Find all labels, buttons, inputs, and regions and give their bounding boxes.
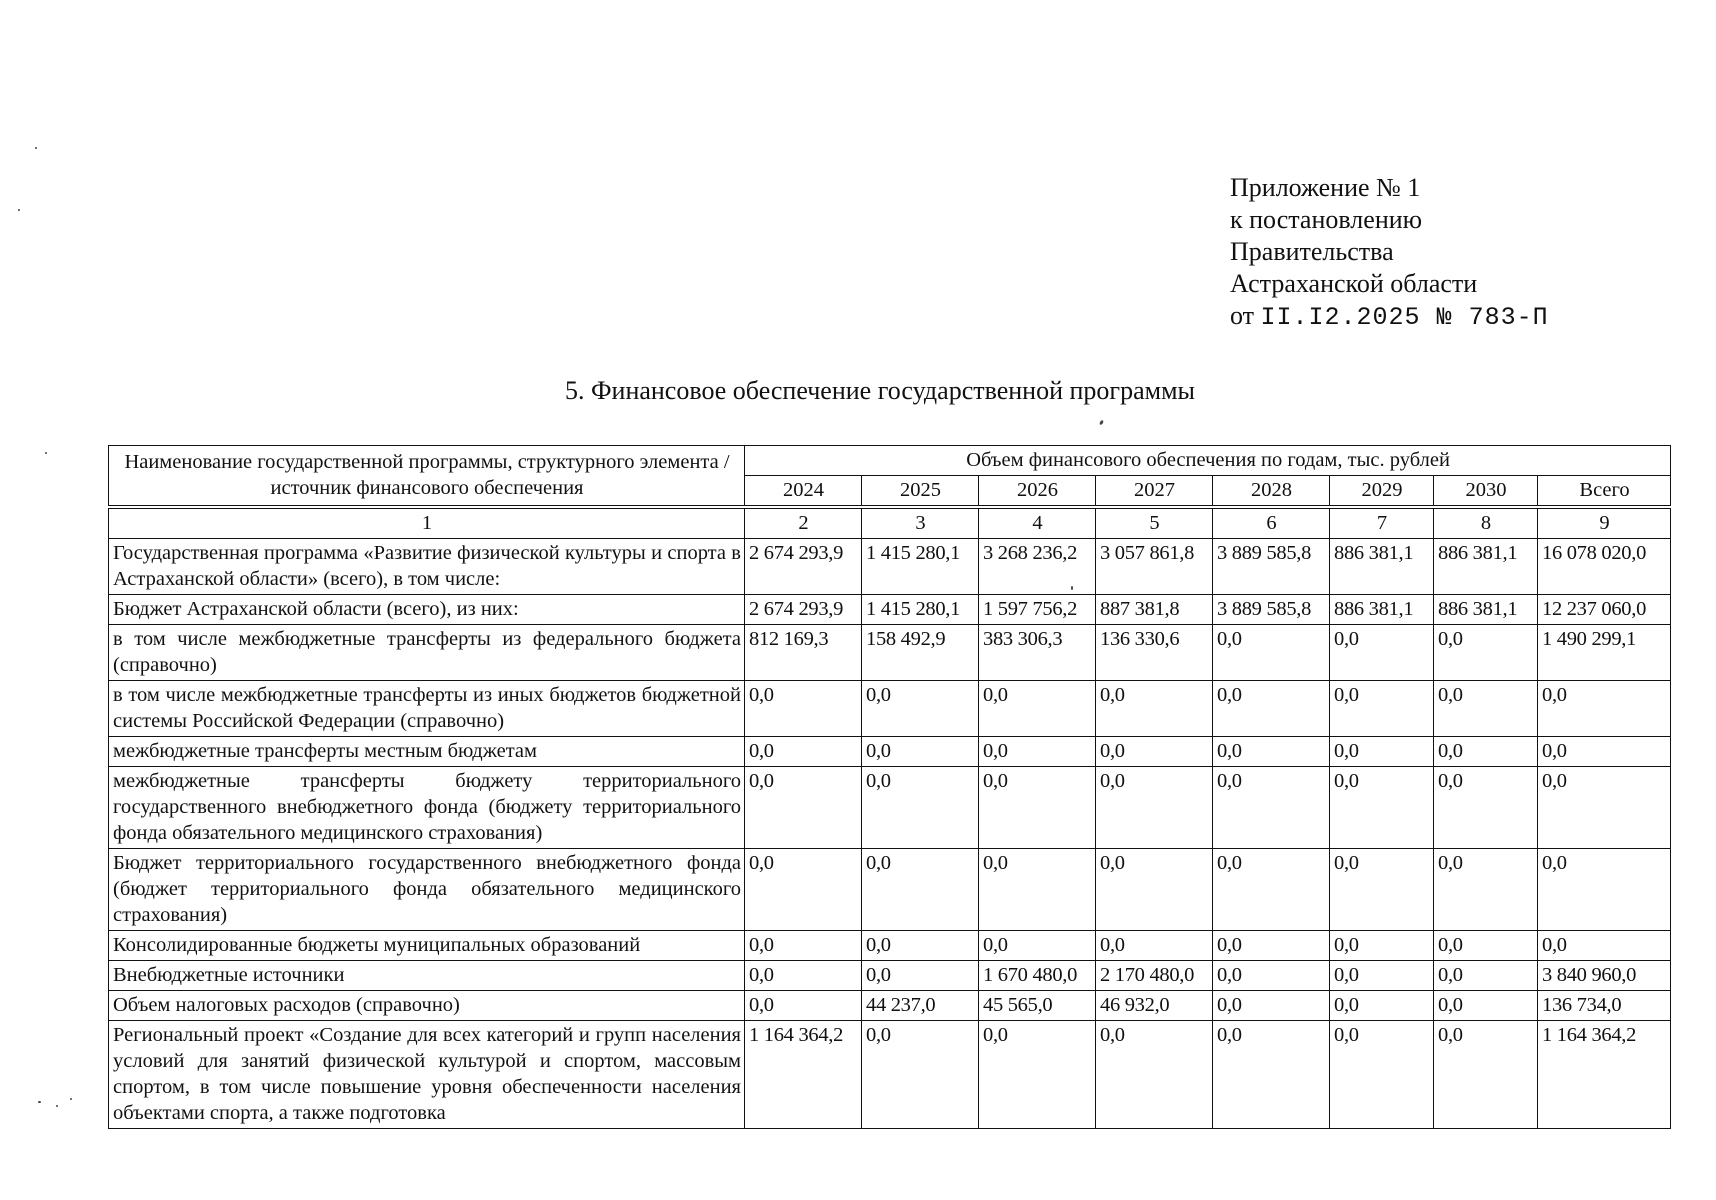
header-year-2025: 2025 <box>862 476 979 506</box>
row-value: 887 381,8 <box>1096 595 1213 625</box>
table-row <box>109 767 1671 849</box>
row-name: Внебюджетные источники <box>109 961 745 991</box>
row-value: 2 170 480,0 <box>1096 961 1213 991</box>
scan-speck <box>56 1105 58 1107</box>
row-value: 44 237,0 <box>862 991 979 1021</box>
row-value: 0,0 <box>1538 849 1671 931</box>
row-value: 0,0 <box>1330 737 1434 767</box>
row-value: 886 381,1 <box>1434 539 1538 595</box>
row-value: 3 840 960,0 <box>1538 961 1671 991</box>
column-number: 8 <box>1434 509 1538 539</box>
row-value: 0,0 <box>862 1021 979 1129</box>
row-value: 0,0 <box>862 931 979 961</box>
row-name: межбюджетные трансферты бюджету территориального государственного внебюджетного фонда (бюджету территориального фонда обязательного медицинского страхования) <box>109 767 745 849</box>
header-year-2024: 2024 <box>745 476 862 506</box>
header-year-2027: 2027 <box>1096 476 1213 506</box>
row-value: 0,0 <box>979 931 1096 961</box>
row-value: 0,0 <box>1213 1021 1330 1129</box>
row-name: Бюджет Астраханской области (всего), из них: <box>109 595 745 625</box>
scan-speck <box>1071 586 1073 590</box>
row-value: 16 078 020,0 <box>1538 539 1671 595</box>
header-year-2030: 2030 <box>1434 476 1538 506</box>
row-value: 0,0 <box>1434 737 1538 767</box>
table-row <box>109 625 1671 681</box>
row-value: 3 889 585,8 <box>1213 595 1330 625</box>
row-value: 0,0 <box>1434 767 1538 849</box>
row-value: 0,0 <box>1330 625 1434 681</box>
row-value: 0,0 <box>1330 767 1434 849</box>
column-number: 9 <box>1538 509 1671 539</box>
row-value: 0,0 <box>1538 767 1671 849</box>
header-year-2026: 2026 <box>979 476 1096 506</box>
column-number: 4 <box>979 509 1096 539</box>
row-value: 136 734,0 <box>1538 991 1671 1021</box>
table-row <box>109 931 1671 961</box>
row-value: 45 565,0 <box>979 991 1096 1021</box>
column-number: 5 <box>1096 509 1213 539</box>
header-year-2028: 2028 <box>1213 476 1330 506</box>
table-row <box>109 961 1671 991</box>
appendix-line-3: Правительства <box>1230 237 1394 266</box>
row-value: 0,0 <box>1538 931 1671 961</box>
table-row <box>109 1021 1671 1129</box>
row-name: в том числе межбюджетные трансферты из федерального бюджета (справочно) <box>109 625 745 681</box>
row-value: 812 169,3 <box>745 625 862 681</box>
row-value: 0,0 <box>1096 849 1213 931</box>
row-value: 1 597 756,2 <box>979 595 1096 625</box>
row-name: межбюджетные трансферты местным бюджетам <box>109 737 745 767</box>
row-value: 0,0 <box>1538 737 1671 767</box>
scan-speck <box>70 1098 72 1100</box>
row-value: 0,0 <box>1434 681 1538 737</box>
row-value: 1 415 280,1 <box>862 539 979 595</box>
row-value: 0,0 <box>862 961 979 991</box>
column-number-row <box>109 509 1671 539</box>
financing-table <box>108 445 1671 1129</box>
column-number: 1 <box>109 509 745 539</box>
column-number: 3 <box>862 509 979 539</box>
row-name: Государственная программа «Развитие физической культуры и спорта в Астраханской области» (всего), в том числе: <box>109 539 745 595</box>
row-value: 0,0 <box>1434 625 1538 681</box>
appendix-line-5 <box>1230 300 1549 334</box>
row-value: 0,0 <box>1330 681 1434 737</box>
row-value: 0,0 <box>745 681 862 737</box>
appendix-date-number: II.I2.2025 № 783-П <box>1260 303 1549 332</box>
appendix-line-2: к постановлению <box>1230 205 1423 234</box>
row-value: 0,0 <box>1330 849 1434 931</box>
scan-speck <box>35 147 37 149</box>
column-number: 2 <box>745 509 862 539</box>
row-name: в том числе межбюджетные трансферты из иных бюджетов бюджетной системы Российской Федерации (справочно) <box>109 681 745 737</box>
table-row <box>109 849 1671 931</box>
row-value: 0,0 <box>745 931 862 961</box>
row-value: 3 268 236,2 <box>979 539 1096 595</box>
row-value: 886 381,1 <box>1330 595 1434 625</box>
section-heading: 5. Финансовое обеспечение государственной программы <box>564 376 1196 405</box>
header-total: Всего <box>1538 476 1671 506</box>
row-value: 1 415 280,1 <box>862 595 979 625</box>
row-value: 3 057 861,8 <box>1096 539 1213 595</box>
row-value: 136 330,6 <box>1096 625 1213 681</box>
table-row <box>109 681 1671 737</box>
row-value: 1 490 299,1 <box>1538 625 1671 681</box>
row-value: 0,0 <box>1330 991 1434 1021</box>
row-value: 0,0 <box>979 737 1096 767</box>
row-value: 0,0 <box>979 767 1096 849</box>
row-name: Объем налоговых расходов (справочно) <box>109 991 745 1021</box>
row-value: 158 492,9 <box>862 625 979 681</box>
header-row-1 <box>109 446 1671 476</box>
row-value: 0,0 <box>862 737 979 767</box>
row-value: 0,0 <box>1330 931 1434 961</box>
scan-speck <box>18 209 20 211</box>
row-value: 12 237 060,0 <box>1538 595 1671 625</box>
table-body <box>109 446 1671 1129</box>
header-year-2029: 2029 <box>1330 476 1434 506</box>
row-value: 0,0 <box>862 767 979 849</box>
row-value: 0,0 <box>1213 849 1330 931</box>
row-value: 0,0 <box>1213 767 1330 849</box>
row-value: 0,0 <box>1213 625 1330 681</box>
row-value: 0,0 <box>1213 961 1330 991</box>
row-value: 0,0 <box>979 681 1096 737</box>
table-row <box>109 595 1671 625</box>
row-value: 0,0 <box>1538 681 1671 737</box>
row-value: 0,0 <box>1213 737 1330 767</box>
column-number: 6 <box>1213 509 1330 539</box>
row-value: 0,0 <box>1096 1021 1213 1129</box>
column-number: 7 <box>1330 509 1434 539</box>
row-value: 0,0 <box>1096 737 1213 767</box>
table-row <box>109 539 1671 595</box>
row-value: 1 164 364,2 <box>1538 1021 1671 1129</box>
row-value: 0,0 <box>1213 991 1330 1021</box>
row-value: 0,0 <box>1096 767 1213 849</box>
table-row <box>109 991 1671 1021</box>
row-value: 0,0 <box>1330 1021 1434 1129</box>
row-value: 0,0 <box>1330 961 1434 991</box>
row-value: 0,0 <box>1096 681 1213 737</box>
row-value: 0,0 <box>745 737 862 767</box>
row-value: 1 670 480,0 <box>979 961 1096 991</box>
row-value: 2 674 293,9 <box>745 539 862 595</box>
row-value: 0,0 <box>1434 961 1538 991</box>
row-value: 0,0 <box>862 849 979 931</box>
row-value: 886 381,1 <box>1330 539 1434 595</box>
row-value: 0,0 <box>745 961 862 991</box>
header-volume-cell: Объем финансового обеспечения по годам, тыс. рублей <box>745 446 1671 476</box>
row-value: 0,0 <box>1096 931 1213 961</box>
row-value: 3 889 585,8 <box>1213 539 1330 595</box>
row-value: 2 674 293,9 <box>745 595 862 625</box>
row-value: 0,0 <box>1434 991 1538 1021</box>
row-value: 0,0 <box>862 681 979 737</box>
row-value: 1 164 364,2 <box>745 1021 862 1129</box>
row-value: 0,0 <box>745 849 862 931</box>
row-value: 0,0 <box>1213 681 1330 737</box>
row-value: 0,0 <box>1434 931 1538 961</box>
scan-speck <box>45 452 47 454</box>
row-value: 46 932,0 <box>1096 991 1213 1021</box>
row-value: 0,0 <box>979 1021 1096 1129</box>
row-value: 0,0 <box>745 991 862 1021</box>
row-value: 0,0 <box>1213 931 1330 961</box>
row-value: 0,0 <box>1434 849 1538 931</box>
appendix-line-1: Приложение № 1 <box>1230 173 1421 202</box>
scan-speck <box>1099 420 1104 426</box>
row-name: Региональный проект «Создание для всех категорий и групп населения условий для занятий физической культурой и спортом, массовым спортом, в том числе повышение уровня обеспеченности населения объектами спорта, а также подготовка <box>109 1021 745 1129</box>
row-value: 383 306,3 <box>979 625 1096 681</box>
appendix-block <box>1230 172 1549 334</box>
row-value: 886 381,1 <box>1434 595 1538 625</box>
appendix-line-4: Астраханской области <box>1230 269 1478 298</box>
row-name: Консолидированные бюджеты муниципальных образований <box>109 931 745 961</box>
row-value: 0,0 <box>979 849 1096 931</box>
row-name: Бюджет территориального государственного внебюджетного фонда (бюджет территориального фонда обязательного медицинского страхования) <box>109 849 745 931</box>
scan-speck <box>38 1101 41 1103</box>
row-value: 0,0 <box>1434 1021 1538 1129</box>
row-value: 0,0 <box>745 767 862 849</box>
appendix-date-prefix: от <box>1230 301 1255 330</box>
table-row <box>109 737 1671 767</box>
header-name-cell: Наименование государственной программы, структурного элемента / источник финансового обеспечения <box>109 446 745 506</box>
